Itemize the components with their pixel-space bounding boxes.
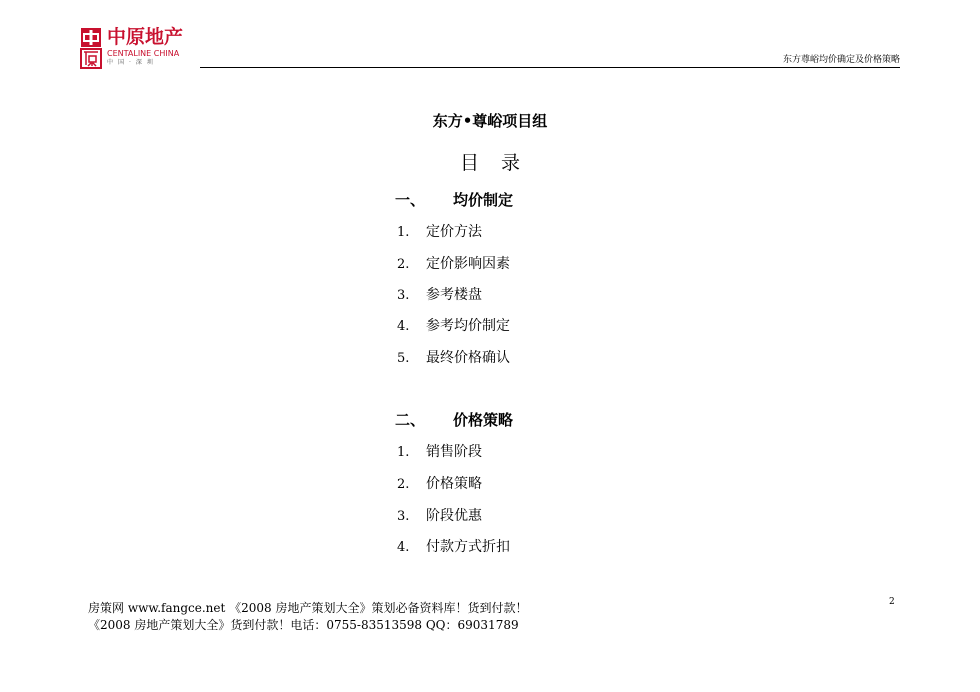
footer xyxy=(88,600,528,634)
toc-item xyxy=(397,538,510,557)
logo-location: 中国·深圳 xyxy=(107,59,158,66)
document-header-title: 东方尊峪均价确定及价格策略 xyxy=(782,55,900,65)
item-text: 阶段优惠 xyxy=(426,508,482,524)
logo-chinese-name: 中原地产 xyxy=(107,26,184,48)
item-number: 1. xyxy=(397,225,410,240)
item-number: 1. xyxy=(397,445,410,460)
toc-section-2 xyxy=(395,410,513,430)
item-text: 销售阶段 xyxy=(426,444,482,460)
footer-line-2: 《2008 房地产策划大全》货到付款！电话：0755-83513598 QQ：69031789 xyxy=(88,618,519,632)
item-number: 4. xyxy=(397,319,410,334)
centaline-mark-icon xyxy=(80,27,102,69)
page-number: 2 xyxy=(889,597,895,607)
toc-item xyxy=(397,317,510,336)
toc-item xyxy=(397,223,482,242)
header-divider xyxy=(200,67,900,68)
item-text: 定价方法 xyxy=(426,224,482,240)
item-text: 价格策略 xyxy=(426,476,482,492)
project-title: 东方•尊峪项目组 xyxy=(432,112,548,130)
section-number: 一、 xyxy=(395,191,426,209)
item-number: 3. xyxy=(397,288,410,303)
section-number: 二、 xyxy=(395,411,426,429)
toc-item xyxy=(397,475,482,494)
toc-section-1 xyxy=(395,190,513,210)
item-number: 5. xyxy=(397,351,410,366)
item-text: 定价影响因素 xyxy=(426,256,510,272)
section-title: 均价制定 xyxy=(453,191,514,209)
toc-title: 目 录 xyxy=(459,152,529,174)
item-number: 2. xyxy=(397,257,410,272)
toc-item xyxy=(397,443,482,462)
item-number: 4. xyxy=(397,540,410,555)
footer-line-1: 房策网 www.fangce.net 《2008 房地产策划大全》策划必备资料库！货到付款！ xyxy=(88,601,528,615)
toc-item xyxy=(397,349,510,368)
item-text: 最终价格确认 xyxy=(426,350,510,366)
item-text: 参考均价制定 xyxy=(426,318,510,334)
toc-item xyxy=(397,255,510,274)
centaline-logo xyxy=(80,25,210,71)
logo-english-name: CENTALINE CHINA xyxy=(107,49,180,58)
item-text: 付款方式折扣 xyxy=(426,539,510,555)
toc-item xyxy=(397,507,482,526)
item-text: 参考楼盘 xyxy=(426,287,482,303)
toc-item xyxy=(397,286,482,305)
item-number: 3. xyxy=(397,509,410,524)
item-number: 2. xyxy=(397,477,410,492)
section-title: 价格策略 xyxy=(453,411,514,429)
